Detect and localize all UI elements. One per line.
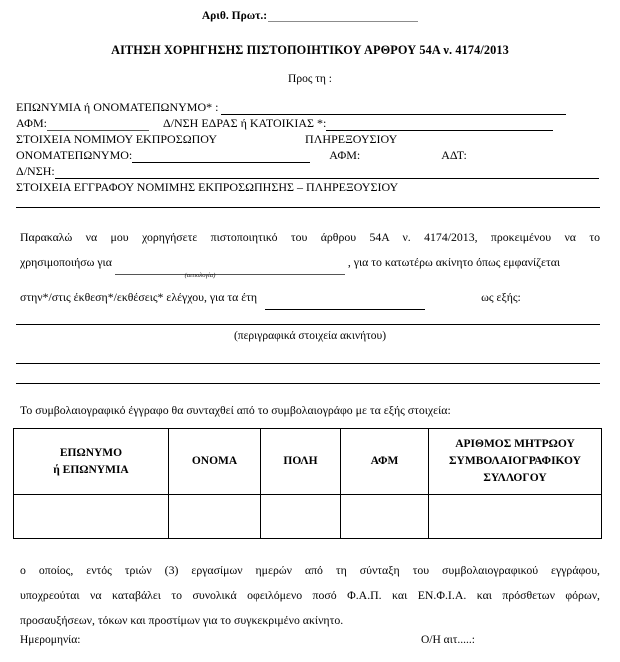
table-header-row [14,429,602,495]
representative-address-row [16,163,604,179]
table-cell-city[interactable] [261,495,341,539]
signature-label: Ο/Η αιτ.....: [421,634,475,646]
page-title: ΑΙΤΗΣΗ ΧΟΡΗΓΗΣΗΣ ΠΙΣΤΟΠΟΙΗΤΙΚΟΥ ΑΡΘΡΟΥ 54Α ν. 4174/2013 [111,43,509,57]
representation-document-label: ΣΤΟΙΧΕΙΑ ΕΓΓΡΑΦΟΥ ΝΟΜΙΜΗΣ ΕΚΠΡΟΣΩΠΗΣΗΣ – ΠΛΗΡΕΞΟΥΣΙΟΥ [16,180,399,194]
table-header-surname-line1: ΕΠΩΝΥΜΟ [59,446,123,459]
representative-name-label: ΟΝΟΜΑΤΕΠΩΝΥΜΟ: [16,148,133,162]
representative-afm-label: ΑΦΜ: [329,148,361,162]
obligation-line-1: ο οποίος, εντός τριών (3) εργασίμων ημερών από τη σύνταξη του συμβολαιογραφικού εγγράφου, [20,563,600,577]
request-line3-suffix: ως εξής: [481,290,521,304]
notary-details-table [13,428,602,539]
request-line-2 [20,250,600,275]
applicant-afm-input[interactable] [47,119,149,131]
table-header-registry-line1: ΑΡΙΘΜΟΣ ΜΗΤΡΩΟΥ [455,438,575,450]
property-description-line-3[interactable] [16,383,600,384]
table-header-surname-line2: ή ΕΠΩΝΥΜΙΑ [53,463,129,476]
obligation-line-2: υποχρεούται να καταβάλει το συνολικά οφειλόμενο ποσό Φ.Α.Π. και ΕΝ.Φ.Ι.Α. και πρόσθετων φόρων, [20,588,600,602]
applicant-name-input[interactable] [221,103,566,115]
request-purpose-suffix: , για το κατωτέρω ακίνητο όπως εμφανίζεται [347,255,561,269]
table-header-surname [14,429,169,495]
section-divider-1 [16,207,600,208]
request-report-label: στην*/στις έκθεση*/εκθέσεις* ελέγχου, για τα έτη [20,290,258,304]
footer-row [20,634,600,646]
applicant-afm-row [16,115,604,131]
property-description-caption: (περιγραφικά στοιχεία ακινήτου) [233,330,387,342]
request-line-1: Παρακαλώ να μου χορηγήσετε πιστοποιητικό του άρθρου 54Α ν. 4174/2013, προκειμένου να το [20,230,600,244]
protocol-number-row [0,10,620,22]
request-line-3 [20,285,600,310]
addressee-label: Προς τη : [288,73,332,85]
applicant-name-row [16,99,604,115]
representative-name-input[interactable] [132,151,310,163]
property-description-line-1[interactable] [16,324,600,325]
table-header-registry-line2: ΣΥΜΒΟΛΑΙΟΓΡΑΦΙΚΟΥ [449,455,581,467]
applicant-afm-label: ΑΦΜ: [16,116,47,130]
table-cell-firstname[interactable] [169,495,261,539]
applicant-name-label: ΕΠΩΝΥΜΙΑ ή ΟΝΟΜΑΤΕΠΩΝΥΜΟ* : [16,100,219,114]
obligation-line-3: προσαυξήσεων, τόκων και προστίμων για το συγκεκριμένο ακίνητο. [20,613,344,627]
representative-adt-label: ΑΔΤ: [441,148,467,162]
representative-address-input[interactable] [55,167,599,179]
property-description-line-2[interactable] [16,363,600,364]
table-cell-afm[interactable] [341,495,429,539]
table-header-city: ΠΟΛΗ [261,429,341,495]
representative-header-right: ΠΛΗΡΕΞΟΥΣΙΟΥ [305,132,398,146]
request-purpose-label: χρησιμοποιήσω για [20,255,112,269]
protocol-inner [202,10,418,22]
protocol-number-label: Αριθ. Πρωτ.: [201,10,268,22]
notary-intro-text: Το συμβολαιογραφικό έγγραφο θα συνταχθεί από το συμβολαιογράφο με τα εξής στοιχεία: [20,403,451,417]
table-header-registry [429,429,602,495]
table-cell-surname[interactable] [14,495,169,539]
representative-name-row [16,147,604,163]
applicant-address-input[interactable] [326,119,553,131]
table-row [14,495,602,539]
request-years-input[interactable] [265,298,425,310]
date-label: Ημερομηνία: [20,634,81,646]
identity-block [16,99,604,195]
representation-document-row [16,179,604,195]
table-header-registry-line3: ΣΥΛΛΟΓΟΥ [483,472,547,484]
table-header-afm: ΑΦΜ [341,429,429,495]
protocol-number-input[interactable] [268,11,418,22]
table-header-firstname: ΟΝΟΜΑ [169,429,261,495]
reason-caption: (αιτιολογία) [184,272,216,279]
table-cell-registry[interactable] [429,495,602,539]
representative-header-row [16,131,604,147]
representative-header-left: ΣΤΟΙΧΕΙΑ ΝΟΜΙΜΟΥ ΕΚΠΡΟΣΩΠΟΥ [16,132,218,146]
applicant-address-label: Δ/ΝΣΗ ΕΔΡΑΣ ή ΚΑΤΟΙΚΙΑΣ *: [162,116,327,130]
representative-address-label: Δ/ΝΣΗ: [16,164,55,178]
